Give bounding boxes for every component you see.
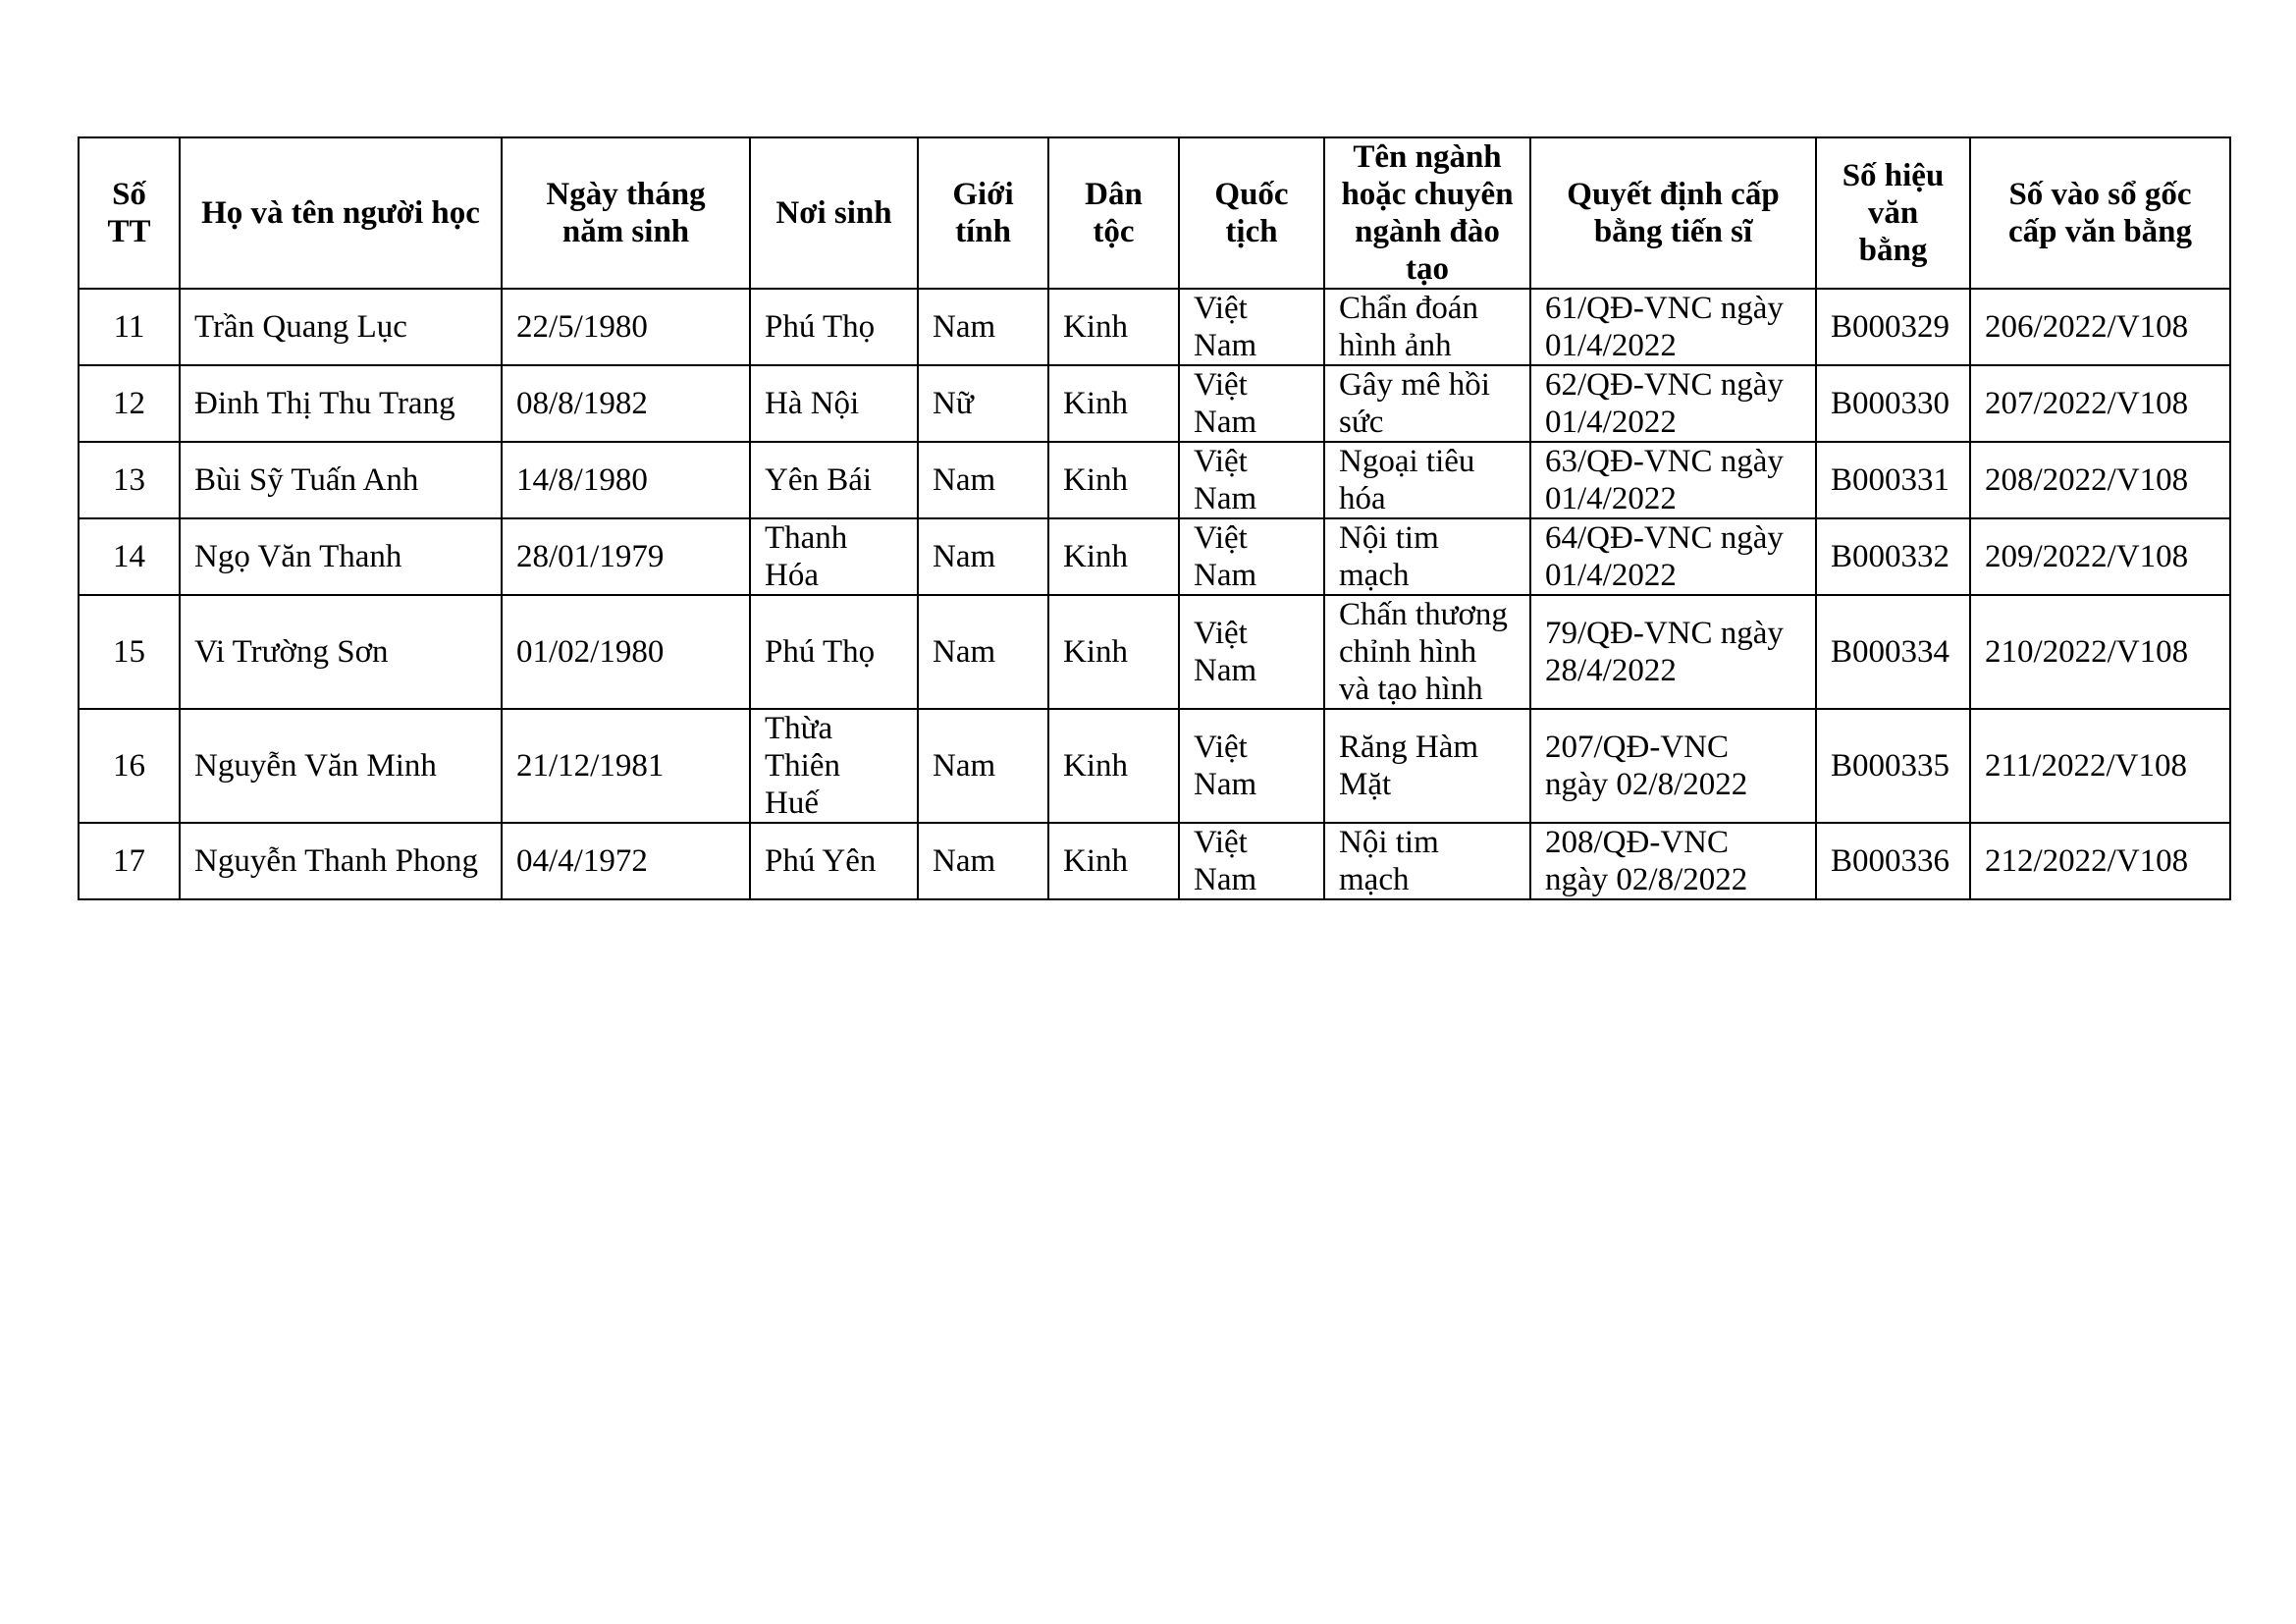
- cell-birthplace: Phú Yên: [750, 823, 918, 899]
- cell-nationality: Việt Nam: [1179, 365, 1324, 442]
- cell-full-name: Trần Quang Lục: [180, 289, 502, 365]
- cell-nationality: Việt Nam: [1179, 709, 1324, 823]
- cell-ethnicity: Kinh: [1048, 365, 1179, 442]
- cell-decision: 64/QĐ-VNC ngày 01/4/2022: [1530, 518, 1816, 595]
- cell-stt: 15: [79, 595, 180, 709]
- col-header-major: Tên ngành hoặc chuyên ngành đào tạo: [1324, 137, 1530, 289]
- col-header-birth-date: Ngày tháng năm sinh: [502, 137, 750, 289]
- cell-birth-date: 28/01/1979: [502, 518, 750, 595]
- cell-full-name: Ngọ Văn Thanh: [180, 518, 502, 595]
- col-header-nationality: Quốc tịch: [1179, 137, 1324, 289]
- cell-stt: 13: [79, 442, 180, 518]
- cell-gender: Nữ: [918, 365, 1048, 442]
- col-header-stt: Số TT: [79, 137, 180, 289]
- header-row: [79, 137, 2230, 289]
- col-header-registry-number: Số vào sổ gốc cấp văn bằng: [1970, 137, 2230, 289]
- cell-birthplace: Phú Thọ: [750, 289, 918, 365]
- cell-diploma-number: B000336: [1816, 823, 1970, 899]
- col-header-ethnicity: Dân tộc: [1048, 137, 1179, 289]
- cell-diploma-number: B000335: [1816, 709, 1970, 823]
- cell-birth-date: 08/8/1982: [502, 365, 750, 442]
- cell-birth-date: 14/8/1980: [502, 442, 750, 518]
- table-row: [79, 442, 2230, 518]
- cell-ethnicity: Kinh: [1048, 595, 1179, 709]
- cell-decision: 61/QĐ-VNC ngày 01/4/2022: [1530, 289, 1816, 365]
- cell-full-name: Nguyễn Thanh Phong: [180, 823, 502, 899]
- cell-gender: Nam: [918, 289, 1048, 365]
- cell-birthplace: Hà Nội: [750, 365, 918, 442]
- cell-full-name: Bùi Sỹ Tuấn Anh: [180, 442, 502, 518]
- cell-birth-date: 22/5/1980: [502, 289, 750, 365]
- cell-diploma-number: B000332: [1816, 518, 1970, 595]
- col-header-gender: Giới tính: [918, 137, 1048, 289]
- cell-birth-date: 01/02/1980: [502, 595, 750, 709]
- cell-full-name: Nguyễn Văn Minh: [180, 709, 502, 823]
- cell-registry-number: 209/2022/V108: [1970, 518, 2230, 595]
- cell-decision: 79/QĐ-VNC ngày 28/4/2022: [1530, 595, 1816, 709]
- col-header-full-name: Họ và tên người học: [180, 137, 502, 289]
- cell-gender: Nam: [918, 518, 1048, 595]
- table-row: [79, 595, 2230, 709]
- cell-major: Chấn thương chỉnh hình và tạo hình: [1324, 595, 1530, 709]
- cell-birth-date: 04/4/1972: [502, 823, 750, 899]
- cell-birthplace: Phú Thọ: [750, 595, 918, 709]
- cell-major: Nội tim mạch: [1324, 823, 1530, 899]
- cell-registry-number: 211/2022/V108: [1970, 709, 2230, 823]
- cell-major: Răng Hàm Mặt: [1324, 709, 1530, 823]
- cell-full-name: Vi Trường Sơn: [180, 595, 502, 709]
- cell-decision: 62/QĐ-VNC ngày 01/4/2022: [1530, 365, 1816, 442]
- cell-diploma-number: B000334: [1816, 595, 1970, 709]
- cell-major: Ngoại tiêu hóa: [1324, 442, 1530, 518]
- cell-decision: 63/QĐ-VNC ngày 01/4/2022: [1530, 442, 1816, 518]
- col-header-decision: Quyết định cấp bằng tiến sĩ: [1530, 137, 1816, 289]
- cell-nationality: Việt Nam: [1179, 442, 1324, 518]
- cell-decision: 207/QĐ-VNC ngày 02/8/2022: [1530, 709, 1816, 823]
- cell-stt: 12: [79, 365, 180, 442]
- cell-ethnicity: Kinh: [1048, 823, 1179, 899]
- cell-registry-number: 212/2022/V108: [1970, 823, 2230, 899]
- cell-major: Nội tim mạch: [1324, 518, 1530, 595]
- cell-birthplace: Yên Bái: [750, 442, 918, 518]
- table-row: [79, 518, 2230, 595]
- table-row: [79, 709, 2230, 823]
- cell-stt: 16: [79, 709, 180, 823]
- cell-ethnicity: Kinh: [1048, 518, 1179, 595]
- cell-birthplace: Thừa Thiên Huế: [750, 709, 918, 823]
- cell-diploma-number: B000329: [1816, 289, 1970, 365]
- cell-full-name: Đinh Thị Thu Trang: [180, 365, 502, 442]
- cell-registry-number: 206/2022/V108: [1970, 289, 2230, 365]
- graduate-diploma-table: [78, 136, 2231, 900]
- table-row: [79, 289, 2230, 365]
- cell-gender: Nam: [918, 595, 1048, 709]
- cell-nationality: Việt Nam: [1179, 595, 1324, 709]
- cell-ethnicity: Kinh: [1048, 709, 1179, 823]
- cell-diploma-number: B000331: [1816, 442, 1970, 518]
- cell-gender: Nam: [918, 823, 1048, 899]
- cell-ethnicity: Kinh: [1048, 289, 1179, 365]
- cell-stt: 11: [79, 289, 180, 365]
- cell-registry-number: 208/2022/V108: [1970, 442, 2230, 518]
- cell-nationality: Việt Nam: [1179, 518, 1324, 595]
- cell-major: Gây mê hồi sức: [1324, 365, 1530, 442]
- cell-decision: 208/QĐ-VNC ngày 02/8/2022: [1530, 823, 1816, 899]
- cell-birthplace: Thanh Hóa: [750, 518, 918, 595]
- table-row: [79, 365, 2230, 442]
- cell-diploma-number: B000330: [1816, 365, 1970, 442]
- col-header-diploma-number: Số hiệu văn bằng: [1816, 137, 1970, 289]
- cell-registry-number: 210/2022/V108: [1970, 595, 2230, 709]
- cell-gender: Nam: [918, 442, 1048, 518]
- col-header-birthplace: Nơi sinh: [750, 137, 918, 289]
- cell-stt: 14: [79, 518, 180, 595]
- cell-registry-number: 207/2022/V108: [1970, 365, 2230, 442]
- cell-major: Chẩn đoán hình ảnh: [1324, 289, 1530, 365]
- cell-stt: 17: [79, 823, 180, 899]
- cell-nationality: Việt Nam: [1179, 289, 1324, 365]
- cell-gender: Nam: [918, 709, 1048, 823]
- cell-birth-date: 21/12/1981: [502, 709, 750, 823]
- table-row: [79, 823, 2230, 899]
- cell-nationality: Việt Nam: [1179, 823, 1324, 899]
- cell-ethnicity: Kinh: [1048, 442, 1179, 518]
